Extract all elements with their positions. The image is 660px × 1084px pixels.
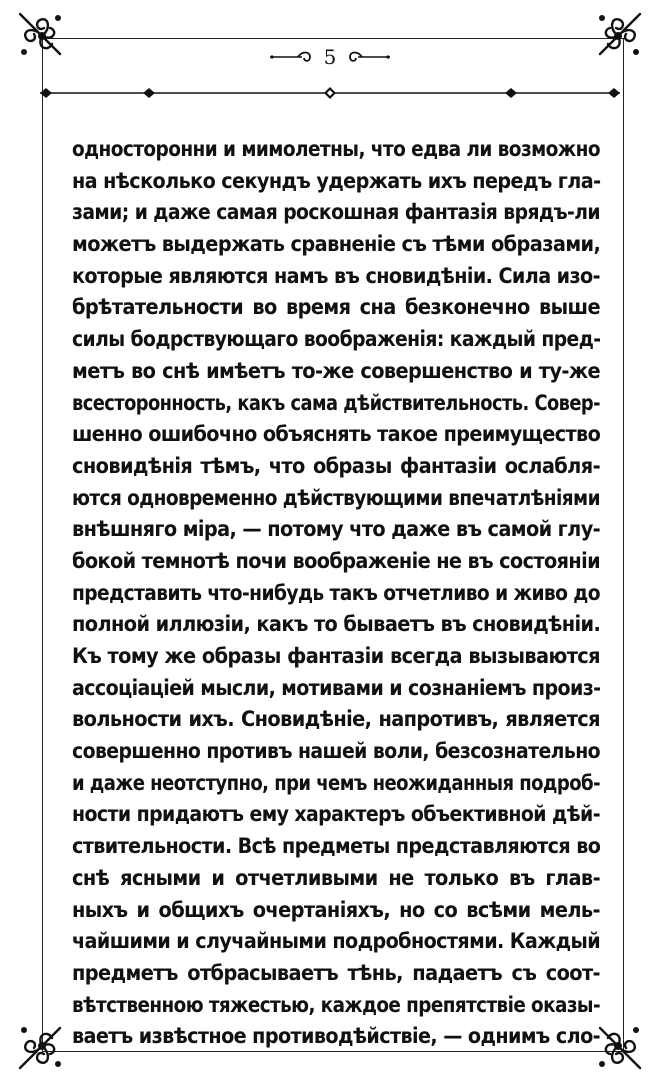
text-line: Къ тому же образы фантазіи всегда вызываются	[72, 644, 600, 669]
text-line: предметъ отбрасываетъ тѣнь, падаетъ съ соот-	[72, 960, 600, 986]
text-line: которые являются намъ въ сновидѣніи. Сила изо-	[72, 263, 600, 289]
text-line: представить что-нибудь такъ отчетливо и живо до	[72, 580, 600, 606]
text-line: и даже неотступно, при чемъ неожиданныя подроб-	[72, 770, 600, 796]
text-line: сновидѣнія тѣмъ, что образы фантазіи ослабля-	[72, 453, 600, 479]
text-line: ются одновременно дѣйствующими впечатлѣніями	[72, 485, 600, 511]
text-line: ассоціаціей мысли, мотивами и сознаніемъ произ-	[72, 675, 601, 701]
page-number: 5	[323, 45, 337, 69]
text-line: односторонни и мимолетны, что едва ли возможно	[72, 137, 600, 162]
text-line: совершенно противъ нашей воли, безсознательно	[72, 739, 600, 765]
text-line: чайшими и случайными подробностями. Каждый	[72, 929, 601, 955]
page-header	[0, 42, 660, 72]
header-flourish-left-icon	[268, 50, 314, 64]
text-line: брѣтательности во время сна безконечно выше	[72, 295, 600, 321]
text-line: метъ во снѣ имѣетъ то-же совершенство и ту-же	[72, 358, 600, 384]
text-line: силы бодрствующаго воображенія: каждый пред-	[72, 327, 601, 353]
text-line: бокой темнотѣ почи воображеніе не въ состояніи	[72, 548, 600, 574]
diamond-divider-ornament-icon	[40, 84, 620, 102]
scroll-corner-ornament-icon	[14, 1010, 78, 1074]
text-line: внѣшняго міра, — потому что даже въ самой глу-	[72, 517, 601, 543]
text-line: снѣ ясными и отчетливыми не только въ глав-	[72, 865, 600, 891]
text-line: всесторонность, какъ сама дѣйствительность. Совер-	[72, 390, 600, 416]
text-line: зами; и даже самая роскошная фантазія врядъ-ли	[72, 200, 600, 226]
text-line: вольности ихъ. Сновидѣніе, напротивъ, является	[72, 707, 600, 733]
body-text	[72, 134, 600, 1053]
text-line: ваетъ извѣстное противодѣйствіе, — однимъ сло-	[72, 1024, 600, 1050]
text-line: ныхъ и общихъ очертаніяхъ, но со всѣми мель-	[72, 897, 600, 923]
text-line: шенно ошибочно объяснять такое преимущество	[72, 422, 601, 448]
header-flourish-right-icon	[346, 50, 392, 64]
text-line: вѣтственною тяжестью, каждое препятствіе оказы-	[72, 992, 601, 1018]
text-line: на нѣсколько секундъ удержать ихъ передъ гла-	[72, 168, 601, 194]
text-line: ности придаютъ ему характеръ объективной дѣй-	[72, 802, 600, 828]
text-line: можетъ выдержать сравненіе съ тѣми образами,	[72, 232, 601, 258]
text-line: ствительности. Всѣ предметы представляются во	[72, 834, 601, 860]
text-line: полной иллюзіи, какъ то бываетъ въ сновидѣніи.	[72, 612, 601, 638]
